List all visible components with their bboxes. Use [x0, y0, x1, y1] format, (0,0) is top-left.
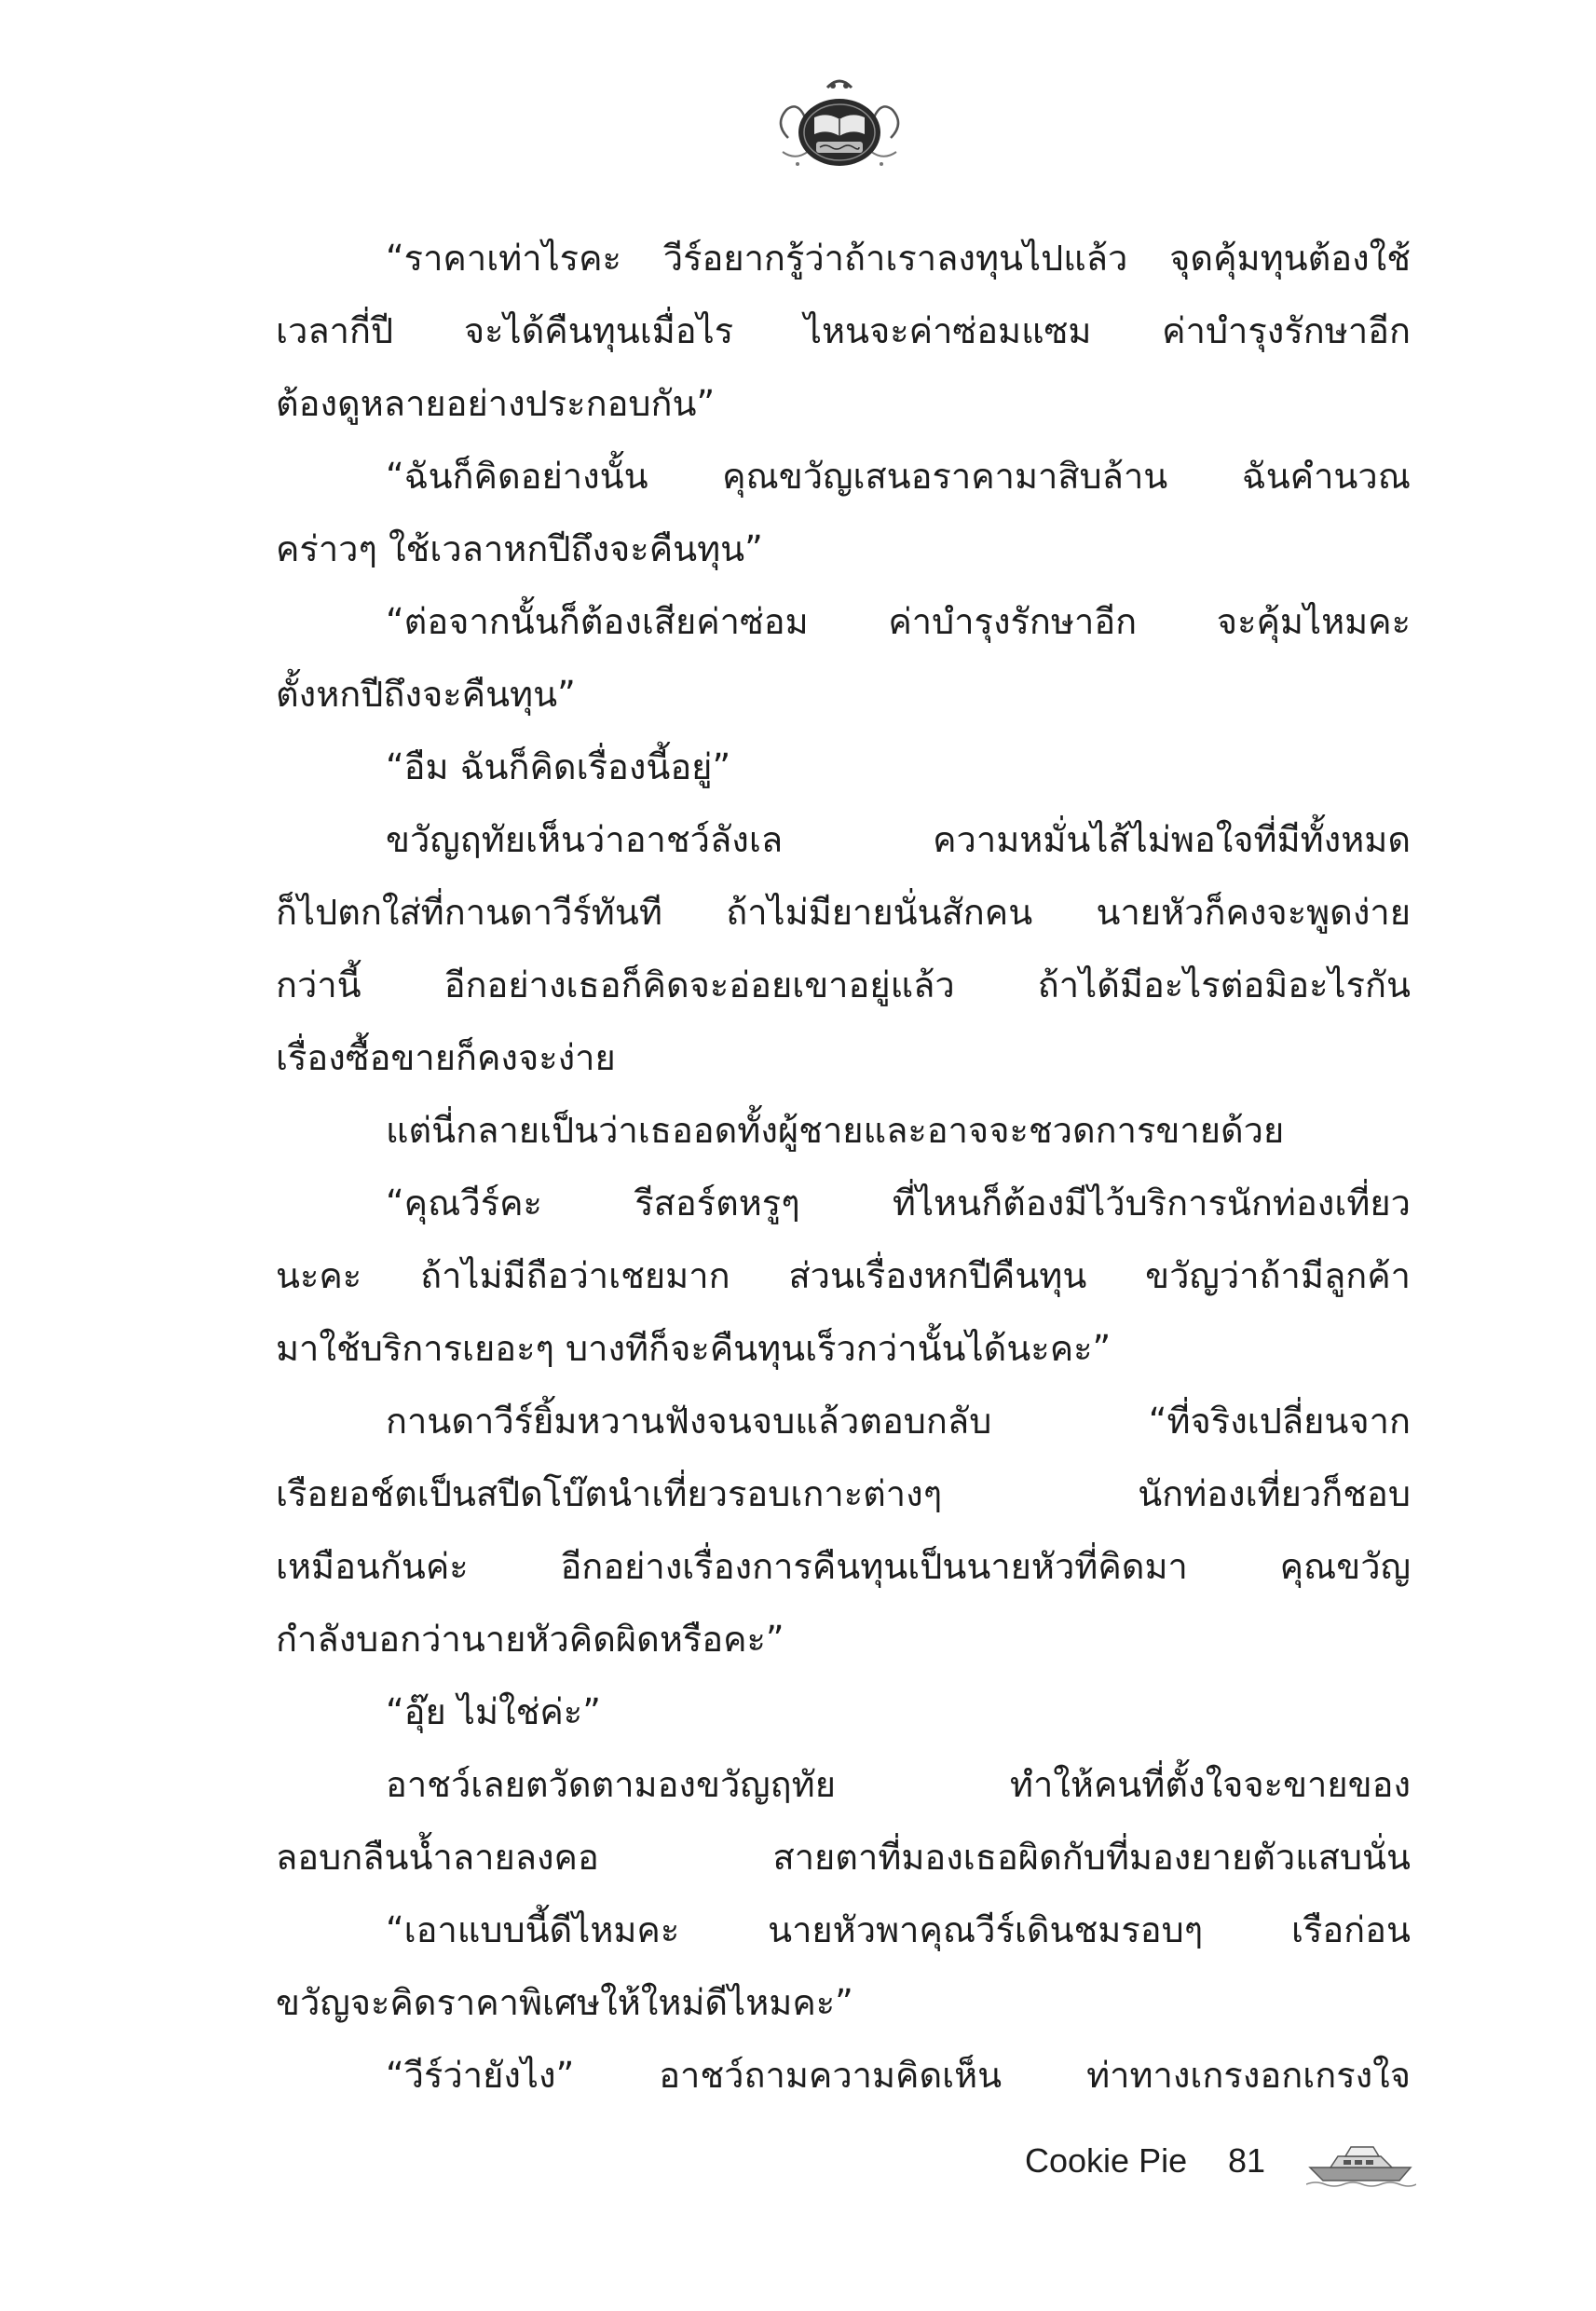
text-line: แต่นี่กลายเป็นว่าเธออดทั้งผู้ชายและอาจจะชวดการขายด้วย — [386, 1110, 1285, 1151]
text-line: เรื่องซื้อขายก็คงจะง่าย — [276, 1037, 616, 1078]
text-line: ตั้งหกปีถึงจะคืนทุน” — [276, 674, 576, 715]
body-text — [276, 222, 1411, 2112]
page-number: 81 — [1228, 2141, 1266, 2180]
book-emblem-icon — [770, 73, 909, 175]
text-line: อาชว์เลยตวัดตามองขวัญฤทัย ทำให้คนที่ตั้งใจจะขายของ — [386, 1764, 1411, 1805]
text-line: คร่าวๆ ใช้เวลาหกปีถึงจะคืนทุน” — [276, 528, 763, 569]
text-line: “ฉันก็คิดอย่างนั้น คุณขวัญเสนอราคามาสิบล้าน ฉันคำนวณ — [386, 456, 1411, 497]
text-line: “อืม ฉันก็คิดเรื่องนี้อยู่” — [386, 746, 731, 787]
text-line: ก็ไปตกใส่ที่กานดาวีร์ทันที ถ้าไม่มียายนั่นสักคน นายหัวก็คงจะพูดง่าย — [276, 892, 1411, 933]
text-line: “คุณวีร์คะ รีสอร์ตหรูๆ ที่ไหนก็ต้องมีไว้บริการนักท่องเที่ยว — [386, 1183, 1411, 1224]
text-line: เวลากี่ปี จะได้คืนทุนเมื่อไร ไหนจะค่าซ่อมแซม ค่าบำรุงรักษาอีก — [276, 310, 1411, 351]
text-line: “อุ๊ย ไม่ใช่ค่ะ” — [386, 1691, 601, 1732]
text-line: “ต่อจากนั้นก็ต้องเสียค่าซ่อม ค่าบำรุงรักษาอีก จะคุ้มไหมคะ — [386, 601, 1411, 642]
book-title: Cookie Pie — [1025, 2141, 1188, 2180]
text-line: มาใช้บริการเยอะๆ บางทีก็จะคืนทุนเร็วกว่านั้นได้นะคะ” — [276, 1328, 1112, 1369]
yacht-icon — [1306, 2136, 1416, 2188]
text-line: ขวัญฤทัยเห็นว่าอาชว์ลังเล ความหมั่นไส้ไม่พอใจที่มีทั้งหมด — [386, 819, 1411, 860]
text-line: กำลังบอกว่านายหัวคิดผิดหรือคะ” — [276, 1619, 784, 1660]
text-line: เรือยอช์ตเป็นสปีดโบ๊ตนำเที่ยวรอบเกาะต่างๆ นักท่องเที่ยวก็ชอบ — [276, 1473, 1411, 1514]
text-line: ลอบกลืนน้ำลายลงคอ สายตาที่มองเธอผิดกับที่มองยายตัวแสบนั่น — [276, 1837, 1411, 1878]
page-footer — [1025, 2136, 1416, 2192]
text-line: นะคะ ถ้าไม่มีถือว่าเชยมาก ส่วนเรื่องหกปีคืนทุน ขวัญว่าถ้ามีลูกค้า — [276, 1255, 1411, 1296]
text-line: “เอาแบบนี้ดีไหมคะ นายหัวพาคุณวีร์เดินชมรอบๆ เรือก่อน — [386, 1909, 1411, 1950]
text-line: “ราคาเท่าไรคะ วีร์อยากรู้ว่าถ้าเราลงทุนไปแล้ว จุดคุ้มทุนต้องใช้ — [386, 238, 1411, 279]
text-line: “วีร์ว่ายังไง” อาชว์ถามความคิดเห็น ท่าทางเกรงอกเกรงใจ — [386, 2055, 1411, 2096]
text-line: ขวัญจะคิดราคาพิเศษให้ใหม่ดีไหมคะ” — [276, 1982, 853, 2023]
text-line: กานดาวีร์ยิ้มหวานฟังจนจบแล้วตอบกลับ “ที่จริงเปลี่ยนจาก — [386, 1401, 1411, 1442]
text-line: เหมือนกันค่ะ อีกอย่างเรื่องการคืนทุนเป็นนายหัวที่คิดมา คุณขวัญ — [276, 1546, 1411, 1587]
text-line: กว่านี้ อีกอย่างเธอก็คิดจะอ่อยเขาอยู่แล้ว ถ้าได้มีอะไรต่อมิอะไรกัน — [276, 964, 1411, 1005]
text-line: ต้องดูหลายอย่างประกอบกัน” — [276, 383, 716, 424]
